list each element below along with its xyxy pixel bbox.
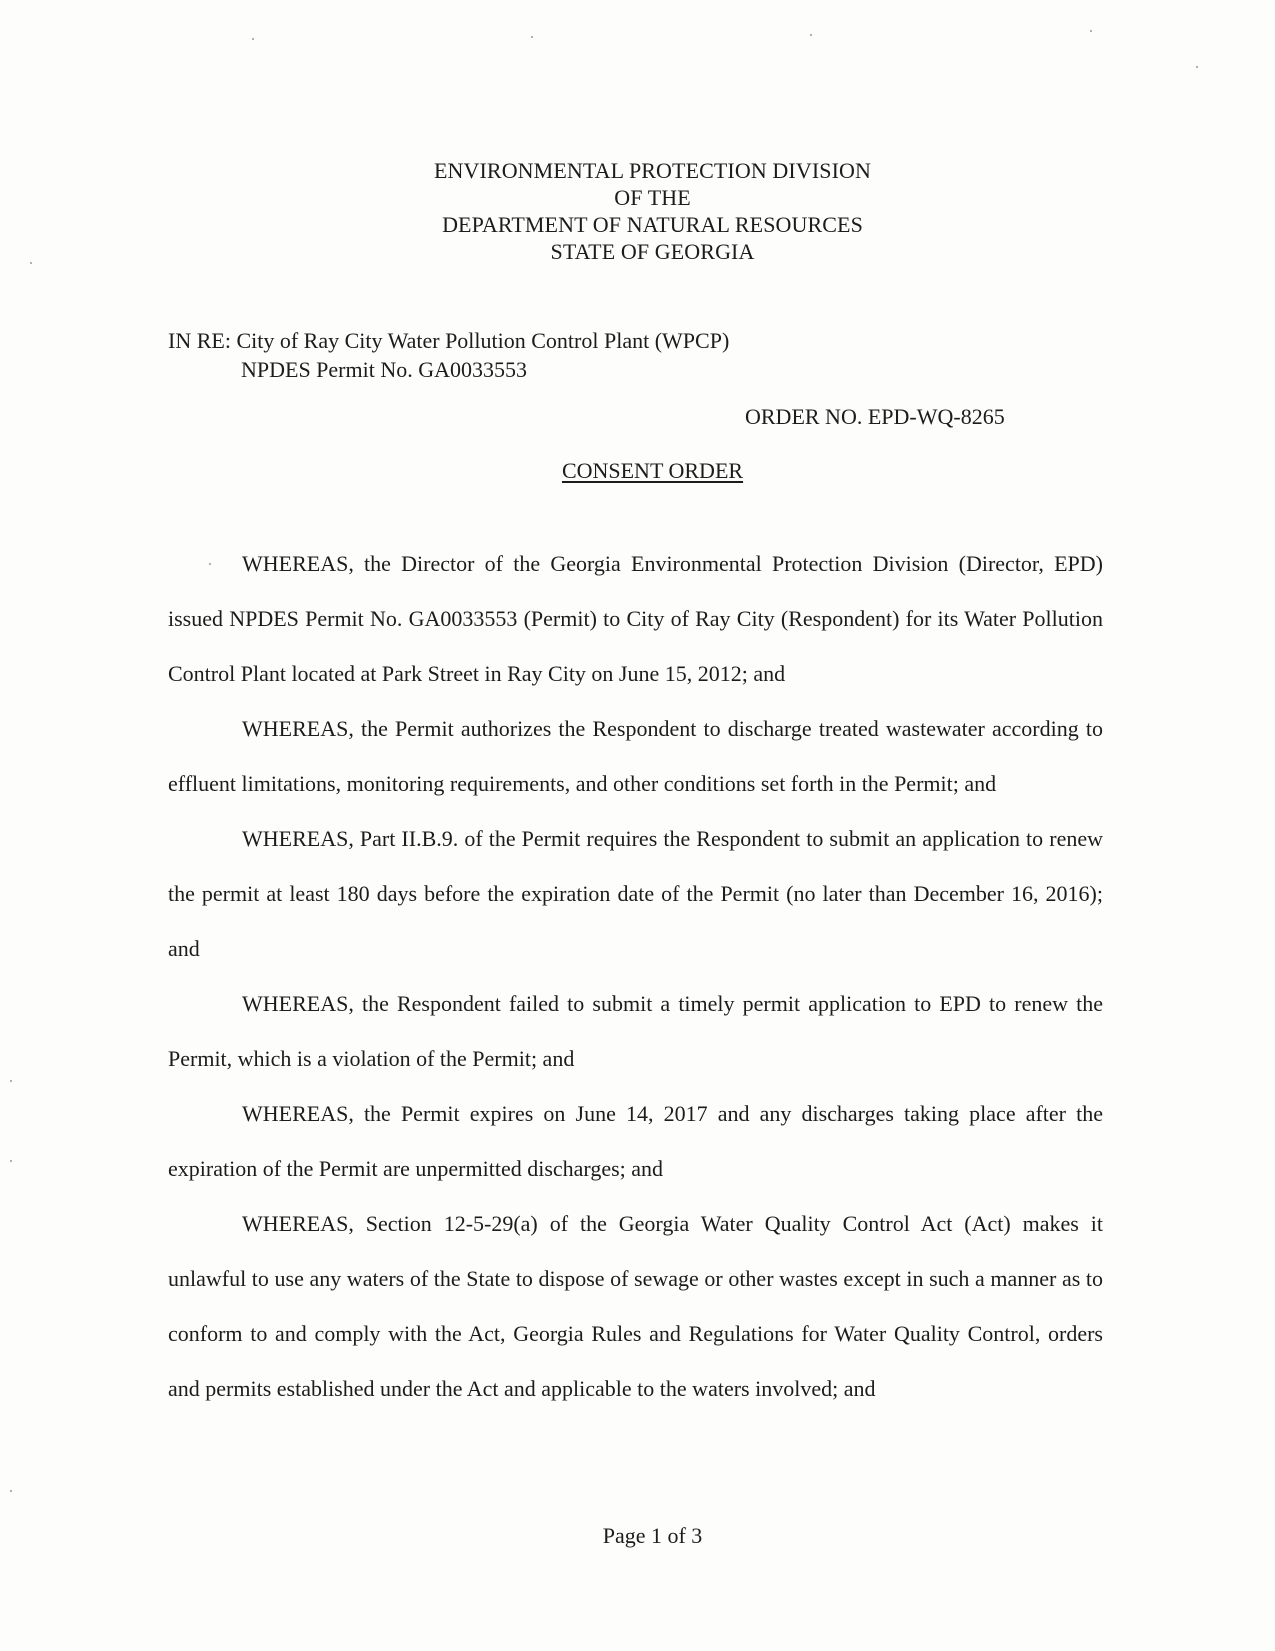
whereas-paragraph-3: WHEREAS, Part II.B.9. of the Permit requires the Respondent to submit an application to renew the permit at least 180 days before the expiration date of the Permit (no later than December 16, 2016); and: [168, 826, 1103, 961]
scan-speck: [10, 1160, 12, 1162]
scan-speck: [10, 1490, 12, 1492]
scan-speck: [10, 1080, 12, 1082]
header-line-2: OF THE: [614, 185, 691, 210]
page-footer: [0, 1522, 1275, 1550]
whereas-paragraph-1: WHEREAS, the Director of the Georgia Environmental Protection Division (Director, EPD) issued NPDES Permit No. GA0033553 (Permit) to City of Ray City (Respondent) for its Water Pollution Control Plant located at Park Street in Ray City on June 15, 2012; and: [168, 551, 1103, 686]
consent-order-title: CONSENT ORDER: [561, 458, 744, 483]
whereas-paragraph-2: WHEREAS, the Permit authorizes the Respondent to discharge treated wastewater according to effluent limitations, monitoring requirements, and other conditions set forth in the Permit; and: [168, 716, 1103, 796]
scan-speck: [810, 34, 812, 36]
page-number: Page 1 of 3: [602, 1523, 703, 1548]
agency-header: [0, 157, 1275, 265]
whereas-paragraph-5: WHEREAS, the Permit expires on June 14, 2017 and any discharges taking place after the expiration of the Permit are unpermitted discharges; and: [168, 1101, 1103, 1181]
scan-speck: [1196, 66, 1198, 68]
header-line-4: STATE OF GEORGIA: [550, 239, 755, 264]
scan-speck: [531, 36, 533, 38]
order-number: ORDER NO. EPD-WQ-8265: [745, 404, 1005, 429]
whereas-paragraph-4: WHEREAS, the Respondent failed to submit a timely permit application to EPD to renew the Permit, which is a violation of the Permit; and: [168, 991, 1103, 1071]
scan-speck: [30, 262, 32, 264]
in-re-line-1: IN RE: City of Ray City Water Pollution Control Plant (WPCP): [168, 328, 730, 353]
document-body: [168, 536, 1103, 1416]
in-re-line-2: NPDES Permit No. GA0033553: [241, 357, 528, 382]
scan-speck: [252, 38, 254, 40]
scan-speck: [209, 563, 211, 565]
in-re-block: [168, 326, 729, 384]
header-line-3: DEPARTMENT OF NATURAL RESOURCES: [442, 212, 863, 237]
document-title: [0, 457, 1275, 485]
header-line-1: ENVIRONMENTAL PROTECTION DIVISION: [433, 158, 871, 183]
whereas-paragraph-6: WHEREAS, Section 12-5-29(a) of the Georgia Water Quality Control Act (Act) makes it unlawful to use any waters of the State to dispose of sewage or other wastes except in such a manner as to conform to and comply with the Act, Georgia Rules and Regulations for Water Quality Control, orders and permits established under the Act and applicable to the waters involved; and: [168, 1211, 1103, 1401]
scan-speck: [1090, 30, 1092, 32]
